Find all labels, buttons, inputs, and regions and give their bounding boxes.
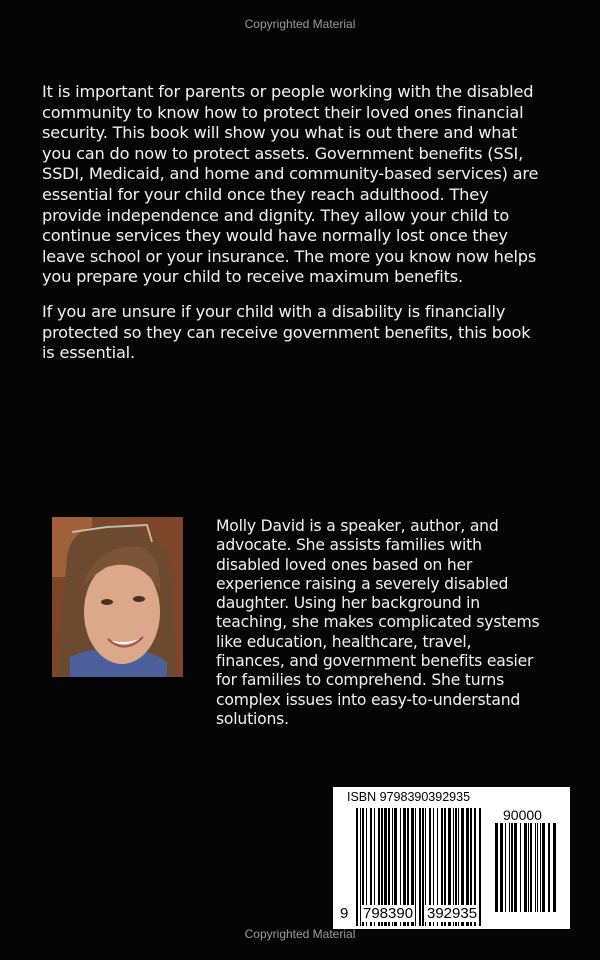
text-line: leave school or your insurance. The more you know now helps <box>42 246 537 266</box>
text-line: provide independence and dignity. They allow your child to <box>42 205 510 225</box>
text-line: SSDI, Medicaid, and home and community-based services) are <box>42 164 539 184</box>
description-paragraph-2 <box>42 302 530 364</box>
text-line: community to know how to protect their loved ones financial <box>42 102 524 122</box>
barcode-bar <box>509 823 510 912</box>
barcode-bar <box>553 823 556 912</box>
text-line: teaching, she makes complicated systems <box>216 613 540 632</box>
barcode-bar <box>415 808 416 926</box>
barcode-bar <box>505 823 506 912</box>
barcode-digits-right: 392935 <box>427 905 478 922</box>
text-line: advocate. She assists families with <box>216 536 482 555</box>
price-code: 90000 <box>503 807 542 823</box>
barcode-bar <box>540 823 541 912</box>
text-line: It is important for parents or people working with the disabled <box>42 82 534 101</box>
barcode-bar <box>500 823 503 912</box>
barcode-bar <box>356 808 358 926</box>
description-paragraph-1 <box>42 82 538 288</box>
barcode-bar <box>537 823 538 912</box>
isbn-barcode <box>333 787 570 929</box>
text-line: experience raising a severely disabled <box>216 574 509 593</box>
barcode-digit-first: 9 <box>340 905 349 922</box>
text-line: solutions. <box>216 709 289 728</box>
text-line: finances, and government benefits easier <box>216 652 534 671</box>
text-line: protected so they can receive government benefits, this book <box>42 322 531 342</box>
text-line: you can do now to protect assets. Government benefits (SSI, <box>42 143 524 163</box>
barcode-bar <box>419 808 421 926</box>
text-line: you prepare your child to receive maximum benefits. <box>42 267 463 287</box>
barcode-bar <box>528 823 529 912</box>
text-line: If you are unsure if your child with a disability is financially <box>42 302 506 321</box>
text-line: Molly David is a speaker, author, and <box>216 517 499 535</box>
text-line: for families to comprehend. She turns <box>216 671 505 690</box>
barcode-bar <box>511 823 513 912</box>
barcode-addon-bars <box>494 823 559 912</box>
barcode-bar <box>422 808 424 926</box>
barcode-bar <box>542 823 545 912</box>
barcode-bar <box>548 823 550 912</box>
author-photo <box>52 517 183 677</box>
isbn-label: ISBN 9798390392935 <box>347 790 471 804</box>
barcode-digits-left: 798390 <box>363 905 414 922</box>
text-line: like education, healthcare, travel, <box>216 632 472 651</box>
barcode-bar <box>520 823 521 912</box>
text-line: essential for your child once they reach adulthood. They <box>42 184 489 204</box>
barcode-bar <box>530 823 532 912</box>
barcode-bar <box>535 823 536 912</box>
text-line: is essential. <box>42 343 135 363</box>
author-bio <box>216 517 539 729</box>
barcode-bar <box>479 808 481 926</box>
barcode-bar <box>495 823 498 912</box>
copyright-watermark-bottom: Copyrighted Material <box>244 927 356 941</box>
text-line: daughter. Using her background in <box>216 594 480 613</box>
text-line: disabled loved ones based on her <box>216 555 473 574</box>
text-line: security. This book will show you what is out there and what <box>42 123 518 143</box>
text-line: continue services they would have normally lost once they <box>42 226 508 246</box>
barcode-bar <box>524 823 527 912</box>
text-line: complex issues into easy-to-understand <box>216 690 521 709</box>
barcode-bar <box>514 823 517 912</box>
copyright-watermark-top: Copyrighted Material <box>244 17 356 31</box>
